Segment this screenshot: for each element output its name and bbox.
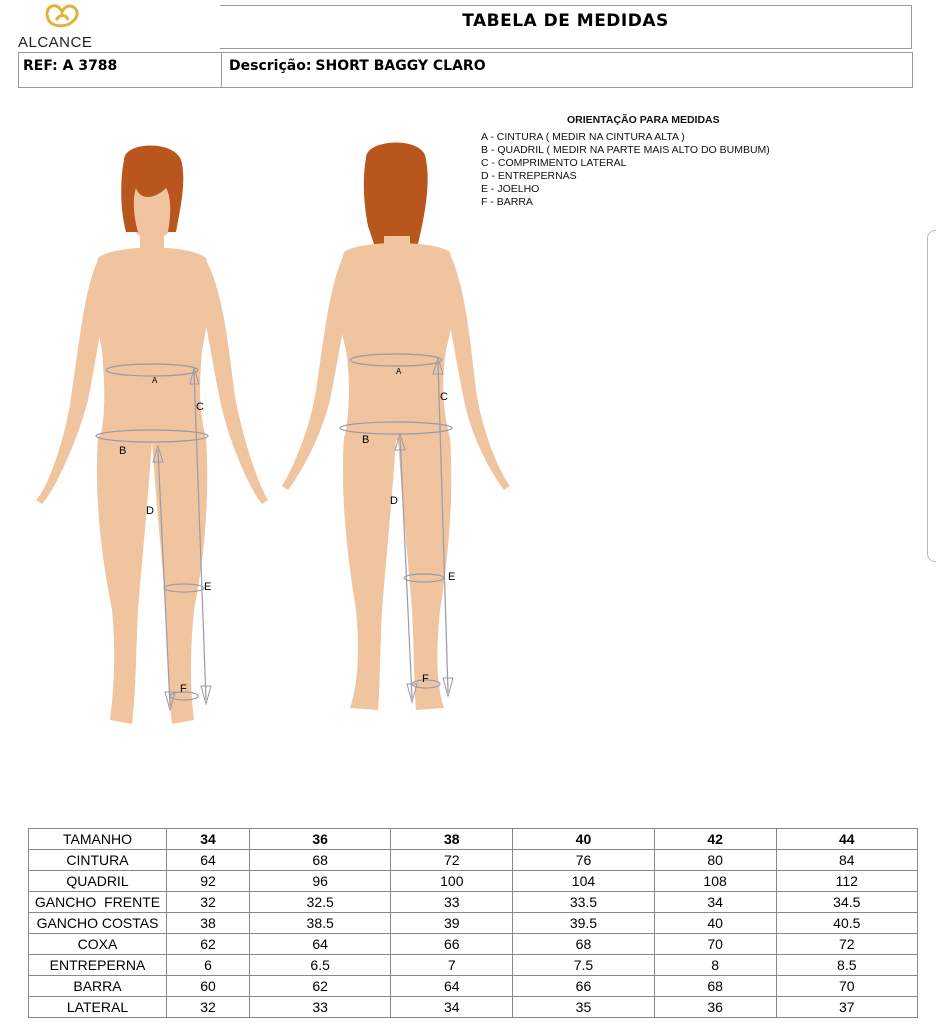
brand-name: ALCANCE	[18, 34, 93, 51]
guide-item: A - CINTURA ( MEDIR NA CINTURA ALTA )	[481, 131, 685, 143]
table-cell: 32	[167, 892, 250, 913]
table-cell: 36	[654, 997, 776, 1018]
table-cell: 6	[167, 955, 250, 976]
label-a: A	[396, 367, 402, 376]
table-cell: 32	[167, 997, 250, 1018]
table-cell: 104	[513, 871, 654, 892]
size-header: 44	[776, 829, 917, 850]
table-cell: 64	[249, 934, 390, 955]
size-header: 42	[654, 829, 776, 850]
size-header: 36	[249, 829, 390, 850]
row-label: BARRA	[29, 976, 167, 997]
back-body-figure	[282, 143, 510, 711]
label-b: B	[119, 445, 127, 457]
front-body-figure	[36, 145, 268, 724]
table-cell: 7.5	[513, 955, 654, 976]
row-label: CINTURA	[29, 850, 167, 871]
description-value: SHORT BAGGY CLARO	[315, 58, 486, 74]
table-cell: 34	[654, 892, 776, 913]
table-cell: 70	[654, 934, 776, 955]
row-label: COXA	[29, 934, 167, 955]
table-cell: 38.5	[249, 913, 390, 934]
document-title-box	[220, 5, 912, 49]
scrollbar[interactable]	[927, 230, 936, 562]
table-cell: 72	[391, 850, 513, 871]
table-cell: 32.5	[249, 892, 390, 913]
size-header: 34	[167, 829, 250, 850]
table-cell: 92	[167, 871, 250, 892]
table-cell: 76	[513, 850, 654, 871]
size-table	[28, 828, 918, 1018]
label-a: A	[152, 376, 158, 385]
table-cell: 6.5	[249, 955, 390, 976]
label-e: E	[448, 571, 456, 583]
table-cell: 72	[776, 934, 917, 955]
guide-item: C - COMPRIMENTO LATERAL	[481, 157, 627, 169]
row-label: LATERAL	[29, 997, 167, 1018]
table-cell: 100	[391, 871, 513, 892]
table-cell: 64	[167, 850, 250, 871]
size-header: 38	[391, 829, 513, 850]
table-row	[29, 913, 918, 934]
reference-code: REF: A 3788	[23, 58, 118, 74]
row-label: GANCHO FRENTE	[29, 892, 167, 913]
table-cell: 8	[654, 955, 776, 976]
table-row	[29, 976, 918, 997]
table-cell: 96	[249, 871, 390, 892]
table-row	[29, 871, 918, 892]
table-cell: 33	[391, 892, 513, 913]
table-cell: 66	[513, 976, 654, 997]
description-label: Descrição:	[229, 58, 312, 74]
table-cell: 40.5	[776, 913, 917, 934]
table-cell: 108	[654, 871, 776, 892]
table-cell: 40	[654, 913, 776, 934]
label-c: C	[196, 401, 204, 413]
row-label: GANCHO COSTAS	[29, 913, 167, 934]
table-cell: 38	[167, 913, 250, 934]
table-cell: 33.5	[513, 892, 654, 913]
reference-row	[18, 52, 913, 88]
table-cell: 84	[776, 850, 917, 871]
table-cell: 68	[513, 934, 654, 955]
table-cell: 64	[391, 976, 513, 997]
label-d: D	[390, 495, 398, 507]
table-row	[29, 997, 918, 1018]
table-cell: 60	[167, 976, 250, 997]
brand-logo	[18, 0, 118, 54]
table-cell: 62	[167, 934, 250, 955]
table-cell: 62	[249, 976, 390, 997]
label-d: D	[146, 505, 154, 517]
table-row	[29, 850, 918, 871]
label-b: B	[362, 434, 370, 446]
table-cell: 68	[654, 976, 776, 997]
table-cell: 33	[249, 997, 390, 1018]
row-divider	[221, 53, 222, 87]
table-cell: 34.5	[776, 892, 917, 913]
table-cell: 35	[513, 997, 654, 1018]
table-cell: 8.5	[776, 955, 917, 976]
table-cell: 34	[391, 997, 513, 1018]
table-cell: 112	[776, 871, 917, 892]
guide-item: D - ENTREPERNAS	[481, 170, 577, 182]
table-cell: 37	[776, 997, 917, 1018]
table-cell: 68	[249, 850, 390, 871]
label-e: E	[204, 581, 212, 593]
label-f: F	[180, 683, 187, 695]
description	[229, 58, 486, 74]
table-cell: 39	[391, 913, 513, 934]
header-label: TAMANHO	[29, 829, 167, 850]
document-title: TABELA DE MEDIDAS	[462, 11, 669, 31]
row-label: QUADRIL	[29, 871, 167, 892]
label-f: F	[422, 673, 429, 685]
table-cell: 66	[391, 934, 513, 955]
table-cell: 80	[654, 850, 776, 871]
table-cell: 70	[776, 976, 917, 997]
table-row	[29, 892, 918, 913]
guide-item: B - QUADRIL ( MEDIR NA PARTE MAIS ALTO DO BUMBUM)	[481, 144, 770, 156]
table-cell: 7	[391, 955, 513, 976]
table-row	[29, 934, 918, 955]
guide-item: E - JOELHO	[481, 183, 540, 195]
table-cell: 39.5	[513, 913, 654, 934]
body-figures	[28, 140, 528, 740]
label-c: C	[440, 391, 448, 403]
guide-item: F - BARRA	[481, 196, 533, 208]
row-label: ENTREPERNA	[29, 955, 167, 976]
logo-icon	[42, 0, 82, 30]
table-row	[29, 955, 918, 976]
guide-title: ORIENTAÇÃO PARA MEDIDAS	[567, 114, 720, 126]
size-header: 40	[513, 829, 654, 850]
table-header-row	[29, 829, 918, 850]
